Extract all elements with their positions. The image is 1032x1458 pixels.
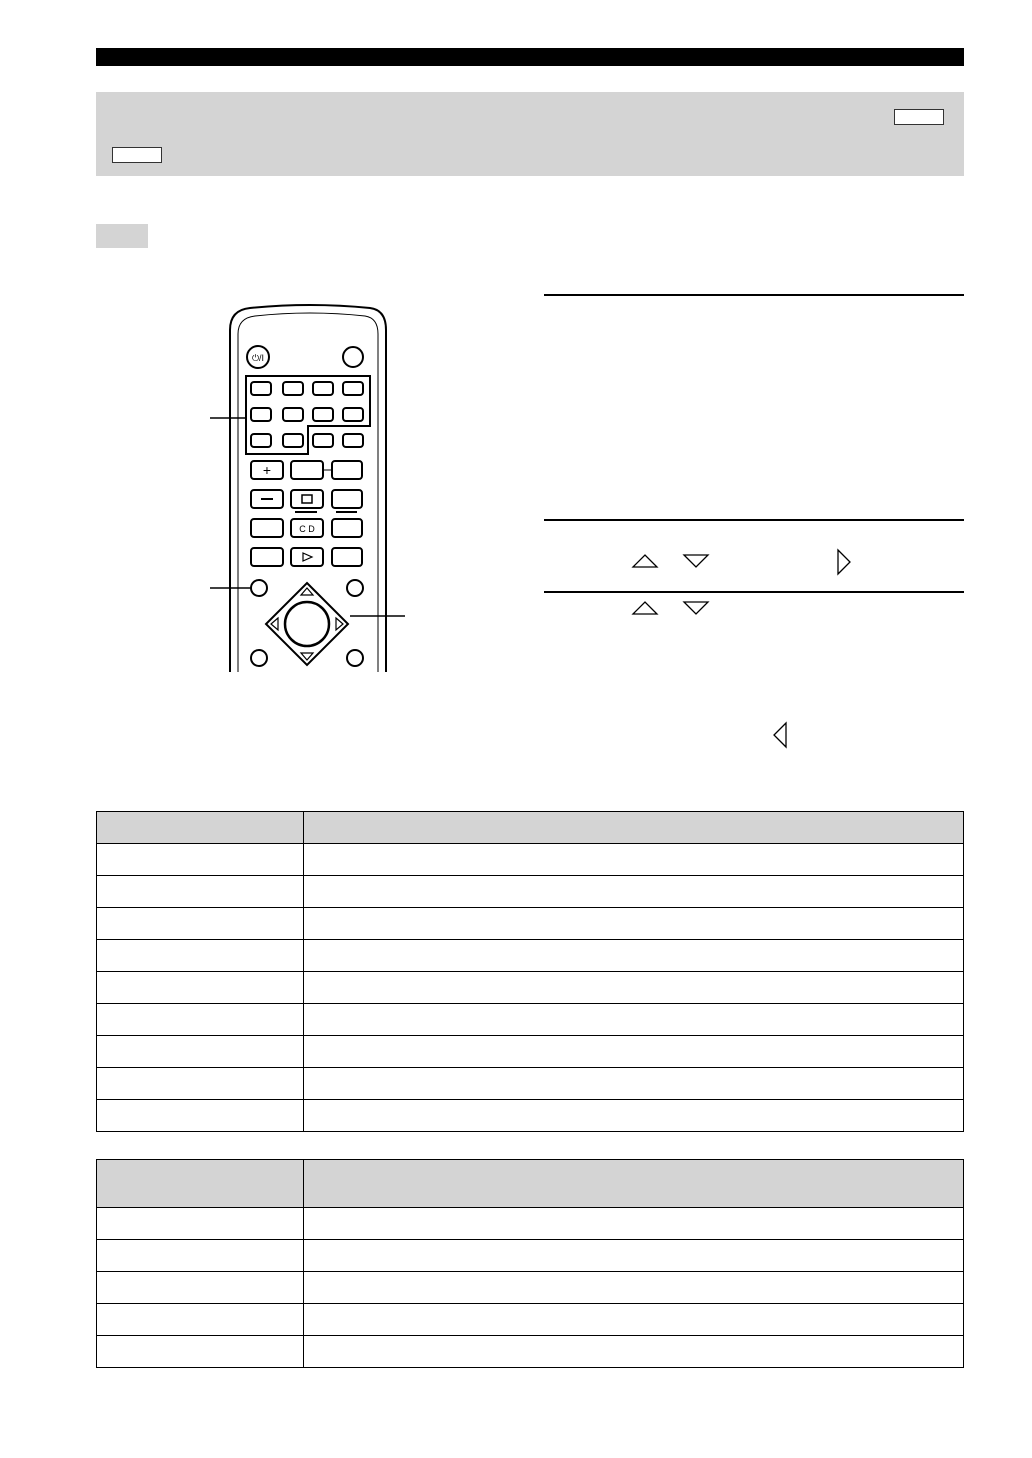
table-row (97, 1100, 964, 1132)
table-cell (97, 1272, 304, 1304)
step-3-rule (544, 591, 964, 593)
table-cell (304, 1100, 964, 1132)
up-arrow-icon (631, 600, 659, 616)
table-cell (304, 1240, 964, 1272)
svg-text:C D: C D (299, 524, 315, 534)
bottom-left-button[interactable] (251, 650, 267, 666)
return-button[interactable] (347, 580, 363, 596)
table-cell (304, 876, 964, 908)
remote-control-illustration (205, 300, 415, 675)
table-header-cell (97, 812, 304, 844)
table-cell (97, 876, 304, 908)
table-row (97, 1304, 964, 1336)
table-row (97, 876, 964, 908)
table-row (97, 1272, 964, 1304)
table-cell (97, 940, 304, 972)
table-cell (304, 940, 964, 972)
left-arrow-icon (772, 721, 788, 749)
down-arrow-icon (682, 600, 710, 616)
table-cell (97, 972, 304, 1004)
banner-tag-left (112, 147, 162, 163)
table-row (97, 972, 964, 1004)
table-header-cell (304, 812, 964, 844)
table-cell (304, 1004, 964, 1036)
table-cell (304, 1272, 964, 1304)
table-row (97, 940, 964, 972)
table-cell (97, 1304, 304, 1336)
table-row (97, 908, 964, 940)
bottom-right-button[interactable] (347, 650, 363, 666)
banner-tag-right (894, 109, 944, 125)
table-cell (97, 1100, 304, 1132)
table-cell (304, 1068, 964, 1100)
table-cell (97, 1004, 304, 1036)
settings-table-2 (96, 1159, 964, 1368)
table-header-cell (97, 1160, 304, 1208)
table-cell (97, 1068, 304, 1100)
table-cell (97, 1336, 304, 1368)
table-cell (304, 1036, 964, 1068)
header-bar (96, 48, 964, 66)
section-banner (96, 92, 964, 176)
settings-table-1 (96, 811, 964, 1132)
note-tab (96, 224, 148, 248)
table-cell (97, 908, 304, 940)
table-cell (97, 1240, 304, 1272)
table-header-row (97, 812, 964, 844)
table-cell (304, 1336, 964, 1368)
table-row (97, 1240, 964, 1272)
table-header-cell (304, 1160, 964, 1208)
setup-button[interactable] (251, 580, 267, 596)
up-arrow-icon (631, 553, 659, 569)
table-cell (304, 1208, 964, 1240)
table-row (97, 844, 964, 876)
table-row (97, 1036, 964, 1068)
table-row (97, 1068, 964, 1100)
down-arrow-icon (682, 553, 710, 569)
table-cell (97, 1208, 304, 1240)
step-1-rule (544, 294, 964, 296)
step-2-rule (544, 519, 964, 521)
table-cell (97, 844, 304, 876)
table-row (97, 1208, 964, 1240)
table-cell (304, 972, 964, 1004)
svg-text:+: + (262, 462, 272, 478)
table-cell (304, 1304, 964, 1336)
right-arrow-icon (836, 548, 852, 576)
table-row (97, 1336, 964, 1368)
table-cell (304, 844, 964, 876)
table-cell (304, 908, 964, 940)
svg-text:⏻/I: ⏻/I (251, 353, 265, 363)
table-row (97, 1004, 964, 1036)
table-cell (97, 1036, 304, 1068)
table-header-row (97, 1160, 964, 1208)
round-button[interactable] (343, 347, 363, 367)
